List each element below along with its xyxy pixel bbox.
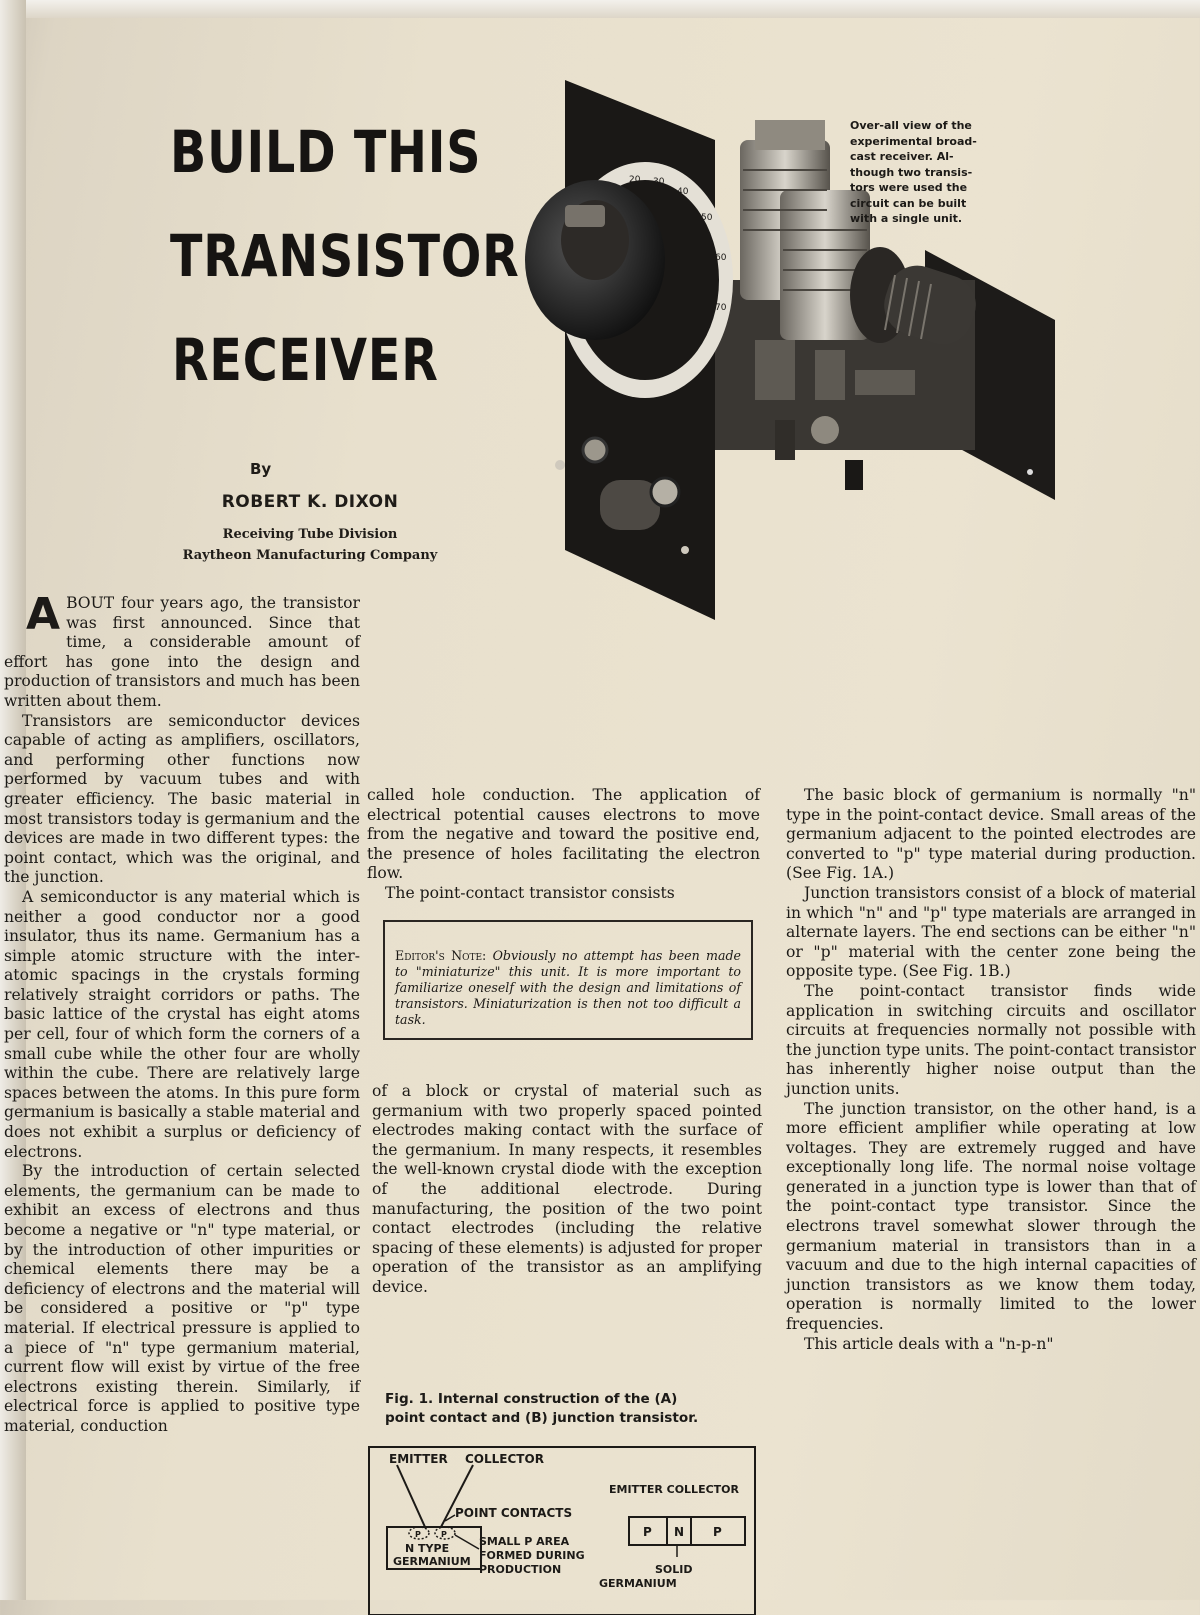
paragraph xyxy=(4,589,360,712)
dial-number: 30 xyxy=(653,177,665,187)
toggle-switch xyxy=(583,438,607,462)
label-production: PRODUCTION xyxy=(479,1563,562,1576)
paragraph-text: BOUT four years ago, the transistor was first announced. Since that time, a considerable amount of effort has gone into the design and production of transistors and much has been written about them. xyxy=(4,594,360,710)
photo-caption-line: though two transis- xyxy=(850,165,973,179)
figure-caption-line: Fig. 1. Internal construction of the (A) xyxy=(385,1391,678,1407)
figure-caption xyxy=(385,1390,765,1428)
figure-caption-line: point contact and (B) junction transistor. xyxy=(385,1410,699,1426)
article-headline xyxy=(170,100,520,412)
author-name: ROBERT K. DIXON xyxy=(221,492,399,512)
paragraph: of a block or crystal of material such as germanium with two properly spaced pointed electrodes making contact with the surface of the germanium. In many respects, it resembles the well-known crystal diode with the exception of the additional electrode. During manufacturing, the position of the two point contact electrodes (including the relative spacing of these elements) is adjusted for proper operation of the transistor as an amplifying device. xyxy=(372,1082,762,1296)
photo-caption-line: Over-all view of the xyxy=(850,119,972,132)
panel-screw xyxy=(555,460,565,470)
dial-number: 70 xyxy=(715,303,727,313)
photo-caption-line: cast receiver. Al- xyxy=(850,150,954,163)
author-affiliation-1: Receiving Tube Division xyxy=(222,527,398,542)
photo-caption-line: experimental broad- xyxy=(850,134,977,148)
paragraph: A semiconductor is any material which is neither a good conductor nor a good insulator, thus its name. Germanium has a simple atomic structure with the inter-atomic spacings in the crystals forming relatively straight corridors or paths. The basic lattice of the crystal has eight atoms per cell, four of which form the corners of a small cube while the other four are wholly within the cube. There are relatively large spaces between the atoms. In this pure form germanium is basically a stable material and does not exhibit a surplus or deficiency of electrons. xyxy=(4,887,360,1161)
paragraph: Transistors are semiconductor devices capable of acting as amplifiers, oscillators, and performing other functions now performed by vacuum tubes and with greater efficiency. The basic material in most transistors today is germanium and the devices are made in two different types: the point contact, which was the original, and the junction. xyxy=(4,711,360,887)
paragraph: called hole conduction. The application of electrical potential causes electrons to move from the negative and toward the positive end, the presence of holes facilitating the electron flow. xyxy=(367,786,760,883)
label-collector: COLLECTOR xyxy=(465,1452,544,1466)
editors-note-text: Obviously no attempt has been made to "miniaturize" this unit. It is more important to familiarize oneself with the design and limitations of transistors. Miniaturization is then not too difficult a task. xyxy=(395,948,741,1027)
label-emitter-collector: EMITTER COLLECTOR xyxy=(609,1483,739,1496)
article-column-3 xyxy=(786,786,1196,1354)
label-formed-during: FORMED DURING xyxy=(479,1549,585,1562)
dial-number: 40 xyxy=(677,187,689,197)
label-point-contacts: POINT CONTACTS xyxy=(455,1506,573,1520)
pnp-layer-p1: P xyxy=(643,1525,652,1539)
label-solid-germanium: GERMANIUM xyxy=(599,1577,677,1590)
dial-number: 60 xyxy=(715,253,727,263)
pnp-layer-p2: P xyxy=(713,1525,722,1539)
photo-caption-line: tors were used the xyxy=(850,181,968,194)
label-germanium: GERMANIUM xyxy=(393,1555,471,1568)
photo-caption-line: with a single unit. xyxy=(850,212,963,225)
byline-by: By xyxy=(250,460,272,478)
p-mark-right: P xyxy=(441,1530,447,1539)
pnp-layer-n: N xyxy=(674,1525,685,1539)
label-emitter: EMITTER xyxy=(389,1452,448,1466)
dial-number: 20 xyxy=(629,175,641,185)
dial-number: 50 xyxy=(701,213,713,223)
transistor-construction-diagram xyxy=(367,1445,767,1615)
p-mark-left: P xyxy=(415,1530,421,1539)
article-column-1 xyxy=(4,589,360,1437)
paragraph: The basic block of germanium is normally "n" type in the point-contact device. Small areas of the germanium adjacent to the pointed electrodes are converted to "p" type material during production. (See Fig. 1A.) xyxy=(786,786,1196,883)
jack xyxy=(651,478,679,506)
panel-screw xyxy=(681,546,689,554)
pointer-line xyxy=(455,1535,479,1549)
author-affiliation-2: Raytheon Manufacturing Company xyxy=(182,548,438,563)
paragraph: The point-contact transistor consists xyxy=(385,883,675,902)
photo-caption-line: circuit can be built xyxy=(850,196,967,210)
paragraph: This article deals with a "n-p-n" xyxy=(804,1334,1054,1353)
headline-line-3: RECEIVER xyxy=(171,326,439,394)
page-top-edge xyxy=(0,0,1200,18)
label-n-type: N TYPE xyxy=(405,1542,450,1555)
headline-line-2: TRANSISTOR xyxy=(170,222,520,290)
label-small-p-area: SMALL P AREA xyxy=(479,1535,570,1548)
capacitor-frame xyxy=(755,120,825,150)
paragraph: The junction transistor, on the other hand, is a more efficient amplifier while operating at low voltages. They are extremely rugged and have exceptionally long life. The normal noise voltage generated in a junction type is lower than that of the point-contact type transistor. Since the electrons travel somewhat slower through the germanium material in transistors than in a vacuum and due to the high internal capacities of junction transistors as we know them today, operation is normally limited to the lower frequencies. xyxy=(786,1099,1196,1334)
figure-border xyxy=(369,1447,755,1615)
paragraph: By the introduction of certain selected elements, the germanium can be made to exhibit an excess of electrons and thus become a negative or "n" type material, or by the introduction of other impurities or chemical elements there may be a deficiency of electrons and the material will be considered a positive or "p" type material. If electrical pressure is applied to a piece of "n" type germanium material, current flow will exist by virtue of the free electrons existing therein. Similarly, if electrical force is applied to positive type material, conduction xyxy=(4,1162,360,1435)
editors-note-box xyxy=(383,920,753,1040)
byline xyxy=(160,460,460,566)
paragraph: Junction transistors consist of a block of material in which "n" and "p" type materials are arranged in alternate layers. The end sections can be either "n" or "p" material with the center zone being the opposite type. (See Fig. 1B.) xyxy=(786,883,1196,981)
editors-note-label: Editor's Note: xyxy=(395,948,487,963)
article-column-2-top xyxy=(367,786,760,904)
headline-line-1: BUILD THIS xyxy=(170,118,482,186)
drop-cap: A xyxy=(26,589,61,640)
knob-highlight xyxy=(565,205,605,227)
rear-panel-screw xyxy=(1027,469,1033,475)
article-column-2-lower xyxy=(372,1082,762,1298)
photo-caption xyxy=(850,118,1020,227)
paragraph: The point-contact transistor finds wide application in switching circuits and oscillator circuits at frequencies normally not possible with the junction type units. The point-contact transistor has inherently higher noise output than the junction units. xyxy=(786,981,1196,1098)
label-solid: SOLID xyxy=(655,1563,693,1576)
